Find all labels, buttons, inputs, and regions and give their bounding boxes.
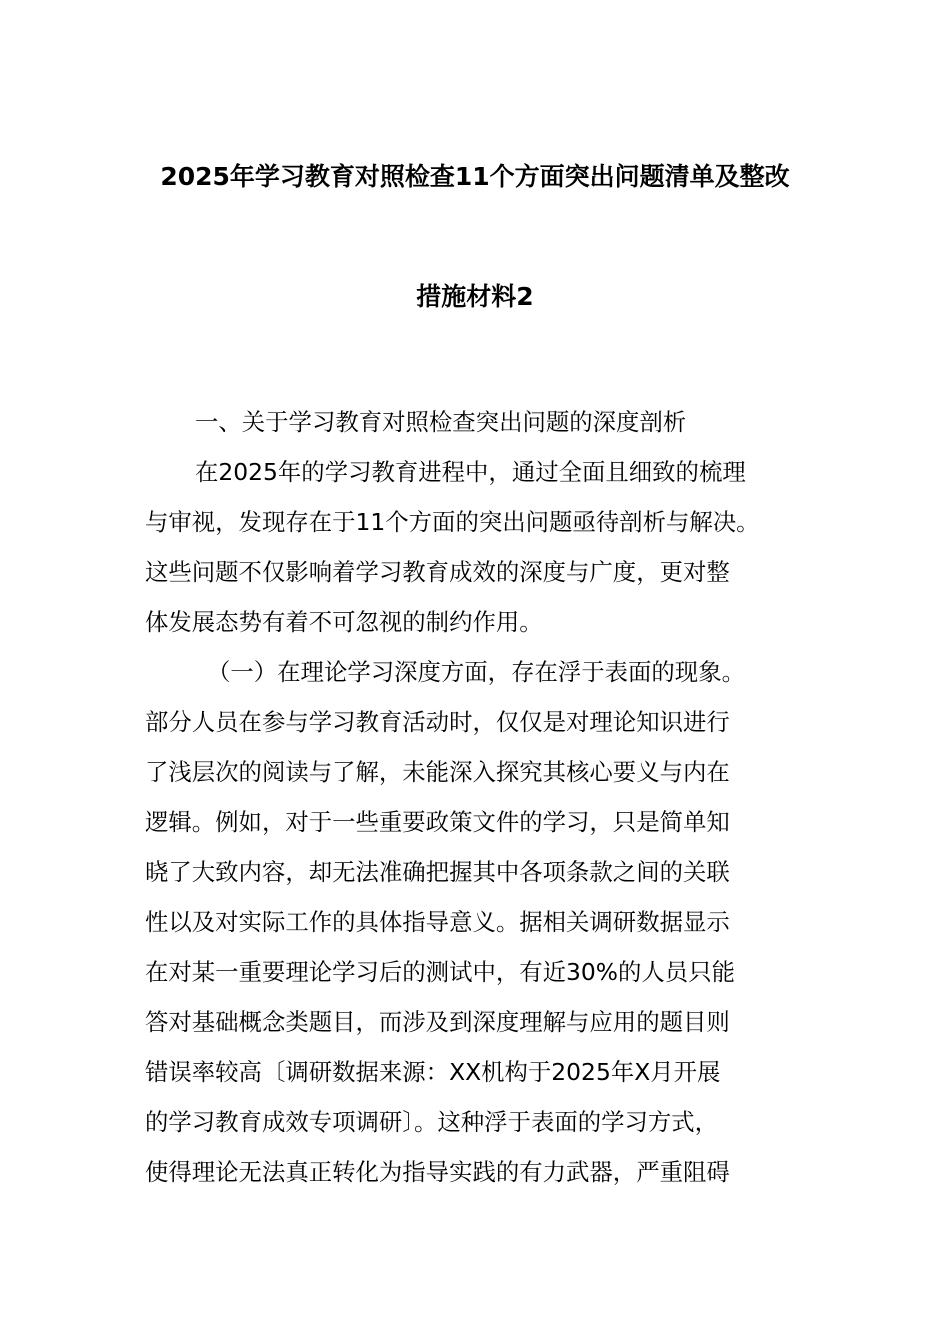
document-title-line-1: 2025年学习教育对照检查11个方面突出问题清单及整改 [160,162,790,191]
paragraph-line: 使得理论无法真正转化为指导实践的有力武器，严重阻碍 [145,1158,730,1186]
paragraph-line: 逻辑。例如，对于一些重要政策文件的学习，只是简单知 [145,808,730,836]
paragraph-line: 答对基础概念类题目，而涉及到深度理解与应用的题目则 [145,1008,730,1036]
section-heading: 一、关于学习教育对照检查突出问题的深度剖析 [195,408,687,436]
paragraph-line: 性以及对实际工作的具体指导意义。据相关调研数据显示 [145,908,730,936]
paragraph-line: 晓了大致内容，却无法准确把握其中各项条款之间的关联 [145,858,730,886]
paragraph-line: 在2025年的学习教育进程中，通过全面且细致的梳理 [195,458,746,486]
paragraph-line: 了浅层次的阅读与了解，未能深入探究其核心要义与内在 [145,758,730,786]
document-body [145,397,815,1197]
paragraph-line: 错误率较高〔调研数据来源：XX机构于2025年X月开展 [145,1058,721,1086]
subsection-heading: （一）在理论学习深度方面，存在浮于表面的现象。 [207,658,745,686]
paragraph-line: 体发展态势有着不可忽视的制约作用。 [145,608,543,636]
paragraph-line: 的学习教育成效专项调研〕。这种浮于表面的学习方式， [145,1108,719,1136]
paragraph-line: 与审视，发现存在于11个方面的突出问题亟待剖析与解决。 [145,508,760,536]
paragraph-line: 部分人员在参与学习教育活动时，仅仅是对理论知识进行 [145,708,730,736]
document-title-line-2: 措施材料2 [416,282,534,311]
paragraph-line: 在对某一重要理论学习后的测试中，有近30%的人员只能 [145,958,735,986]
paragraph-line: 这些问题不仅影响着学习教育成效的深度与广度，更对整 [145,558,730,586]
